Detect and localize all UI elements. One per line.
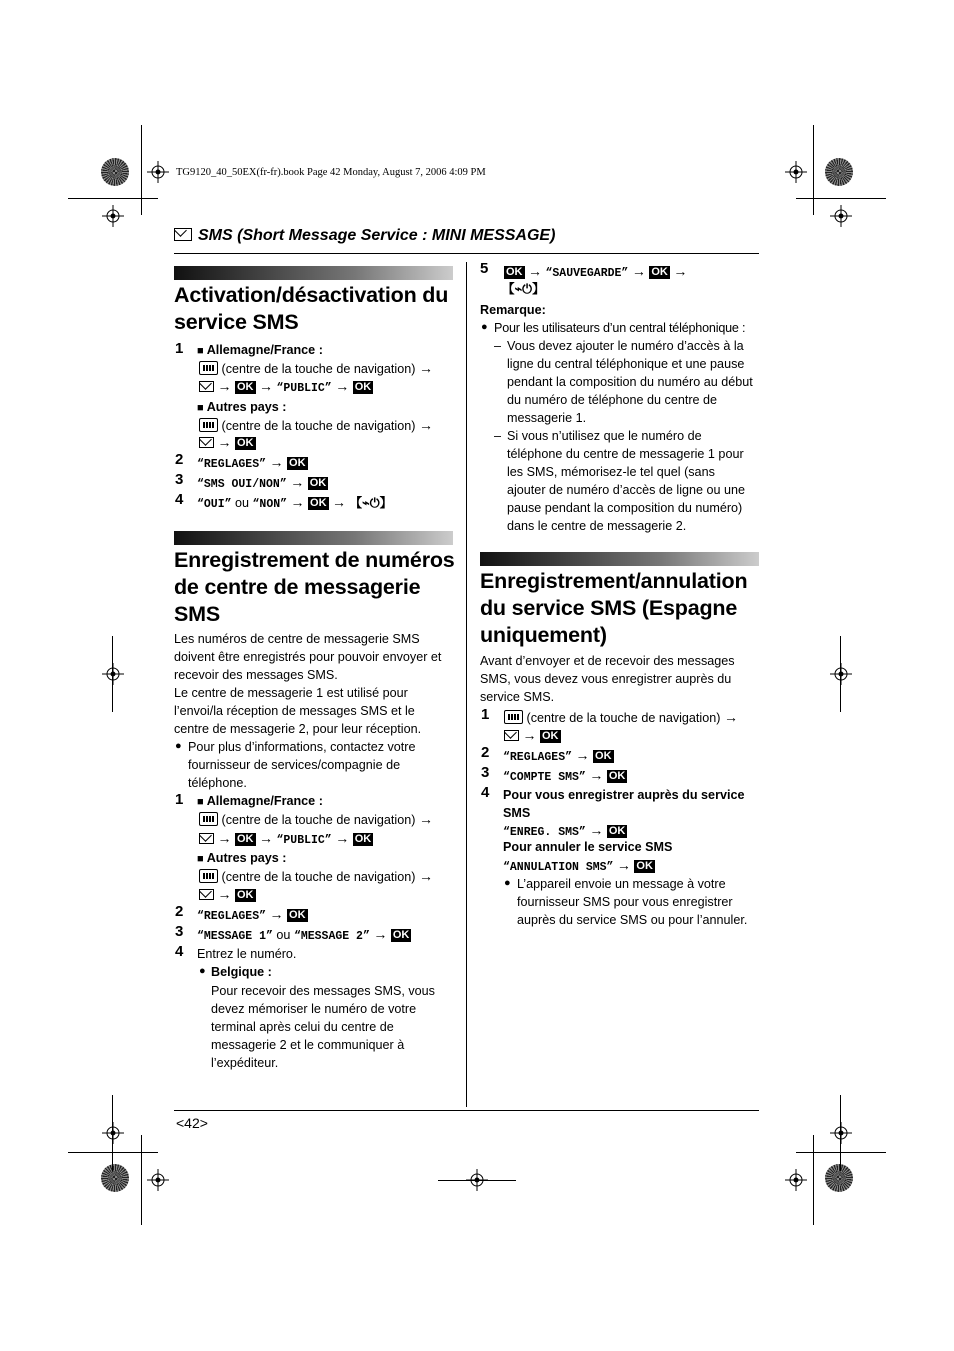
step-number: 3 [175, 923, 184, 940]
ok-key: OK [608, 825, 626, 837]
step-text: OK → “SAUVEGARDE” → OK → [506, 263, 688, 280]
section-bar [480, 552, 759, 566]
step-text: ■ Allemagne/France : [197, 794, 323, 808]
ok-key: OK [608, 770, 626, 782]
registration-rosette-icon [825, 158, 853, 186]
envelope-icon [199, 381, 214, 392]
step-number: 1 [175, 791, 184, 808]
off-key: 【⌁⏻】 [349, 496, 393, 510]
step-text: “OUI” ou “NON” → OK → 【⌁⏻】 [197, 494, 393, 511]
step-text: (centre de la touche de navigation) → [504, 708, 738, 727]
step-text: Pour annuler le service SMS [503, 840, 673, 854]
ok-key: OK [595, 750, 612, 762]
step-text: ■ Autres pays : [197, 400, 287, 414]
ok-key: OK [392, 929, 410, 941]
registration-target-icon [785, 161, 807, 183]
step-text: Pour vous enregistrer auprès du service SMS [503, 788, 745, 820]
ok-key: OK [237, 437, 254, 449]
step-text: → OK → “PUBLIC” → OK [199, 377, 373, 398]
navigation-key-icon [199, 869, 218, 883]
registration-target-icon [785, 1169, 807, 1191]
section-bar [174, 531, 453, 545]
step-number: 1 [175, 340, 184, 357]
section-title-activation: Activation/désactivation du service SMS [174, 283, 449, 334]
column-divider [466, 262, 467, 1107]
registration-target-icon [102, 1122, 124, 1144]
belgium-text: Pour recevoir des messages SMS, vous devez mémoriser le numéro de votre terminal après celui du centre de messagerie 2 et le communiquer à l’expéditeur. [211, 984, 435, 1070]
ok-key: OK [310, 497, 327, 509]
registration-target-icon [102, 663, 124, 685]
ok-key: OK [542, 730, 559, 742]
section-title-spain: Enregistrement/annulation du service SMS (Espagne uniquement) [480, 569, 748, 647]
ok-key: OK [636, 860, 653, 872]
envelope-icon [174, 228, 192, 241]
step-text: → OK [504, 726, 561, 745]
registration-rosette-icon [101, 158, 129, 186]
intro-paragraph: Les numéros de centre de messagerie SMS doivent être enregistrés pour pouvoir envoyer et recevoir des messages SMS. Le centre de messagerie 1 est utilisé pour l’envoi/la réception de messages SMS et le centre de messagerie 2, pour leur réception. [174, 632, 442, 736]
step-text: (centre de la touche de navigation) → [199, 359, 433, 378]
step-text: ■ Allemagne/France : [197, 343, 323, 357]
header-divider [174, 253, 759, 254]
step-text: → OK [199, 885, 256, 904]
page-header [174, 227, 555, 245]
envelope-icon [504, 730, 519, 741]
dash: – [494, 339, 502, 353]
dash: – [494, 429, 502, 443]
navigation-key-icon [199, 418, 218, 432]
off-key: 【⌁⏻】 [502, 282, 545, 296]
step-number: 2 [175, 903, 184, 920]
step-text: “ANNULATION SMS” → OK [503, 857, 653, 874]
step-text: “COMPTE SMS” → OK [503, 767, 626, 784]
step-number: 4 [175, 943, 184, 960]
bullet-text: L’appareil envoie un message à votre fournisseur SMS pour vous enregistrer auprès du service SMS ou pour l’annuler. [517, 877, 748, 927]
registration-rosette-icon [101, 1164, 129, 1192]
step-number: 5 [480, 260, 489, 277]
registration-target-icon [830, 663, 852, 685]
ok-key: OK [289, 457, 306, 469]
step-text: “ENREG. SMS” → OK [503, 822, 626, 839]
step-number: 2 [175, 451, 184, 468]
step-number: 3 [175, 471, 184, 488]
intro-paragraph: Avant d’envoyer et de recevoir des messages SMS, vous devez vous enregistrer auprès du service SMS. [480, 654, 735, 704]
remark-title: Remarque: [480, 303, 546, 317]
registration-target-icon [102, 205, 124, 227]
step-text: ■ Autres pays : [197, 851, 287, 865]
file-info: TG9120_40_50EX(fr-fr).book Page 42 Monday, August 7, 2006 4:09 PM [176, 167, 486, 178]
ok-key: OK [506, 266, 523, 278]
section-title-registration: Enregistrement de numéros de centre de messagerie SMS [174, 548, 455, 626]
step-text: (centre de la touche de navigation) → [199, 810, 433, 829]
remark-dash-text: Si vous n’utilisez que le numéro de téléphone du centre de messagerie 1 pour les SMS, mémorisez-le tel quel (sans ajouter de numéro d’accès de ligne ou une pause pendant la composition du numéro) dans le centre de messagerie 2. [507, 429, 746, 533]
section-bar [174, 266, 453, 280]
step-text: “REGLAGES” → OK [503, 747, 612, 764]
bullet: ● [504, 877, 511, 889]
ok-key: OK [237, 833, 254, 845]
envelope-icon [199, 889, 214, 900]
ok-key: OK [237, 889, 254, 901]
belgium-label: Belgique : [211, 965, 272, 979]
step-number: 3 [481, 764, 490, 781]
step-text: “REGLAGES” → OK [197, 454, 306, 471]
step-text: → OK → “PUBLIC” → OK [199, 829, 373, 850]
step-text: “REGLAGES” → OK [197, 906, 306, 923]
ok-key: OK [354, 833, 372, 845]
step-number: 2 [481, 744, 490, 761]
registration-target-icon [147, 161, 169, 183]
step-text: Entrez le numéro. [197, 947, 297, 961]
envelope-icon [199, 833, 214, 844]
step-text: “MESSAGE 1” ou “MESSAGE 2” → OK [197, 926, 410, 943]
bullet-text: Pour plus d’informations, contactez votre fournisseur de services/compagnie de téléphone. [188, 740, 416, 790]
navigation-key-icon [504, 710, 523, 724]
navigation-key-icon [199, 361, 218, 375]
ok-key: OK [651, 266, 668, 278]
ok-key: OK [354, 381, 372, 393]
navigation-key-icon [199, 812, 218, 826]
registration-rosette-icon [825, 1164, 853, 1192]
page-header-title: SMS (Short Message Service : MINI MESSAGE) [198, 227, 556, 244]
ok-key: OK [309, 477, 327, 489]
step-text: → OK [199, 433, 256, 452]
registration-target-icon [147, 1169, 169, 1191]
step-text: (centre de la touche de navigation) → [199, 867, 433, 886]
bullet: ● [481, 321, 488, 333]
registration-target-icon [830, 1122, 852, 1144]
step-number: 4 [481, 784, 490, 801]
step-number: 1 [481, 706, 490, 723]
page-number: <42> [176, 1115, 208, 1131]
ok-key: OK [289, 909, 306, 921]
step-text: “SMS OUI/NON” → OK [197, 474, 327, 491]
step-number: 4 [175, 491, 184, 508]
registration-target-icon [830, 205, 852, 227]
step-text: (centre de la touche de navigation) → [199, 416, 433, 435]
bullet: ● [175, 740, 182, 752]
footer-divider [174, 1110, 759, 1111]
envelope-icon [199, 437, 214, 448]
remark-dash-text: Vous devez ajouter le numéro d’accès à la ligne du central téléphonique et une pause pendant la composition du numéro au début du numéro de téléphone du centre de messagerie 1. [507, 339, 753, 425]
ok-key: OK [237, 381, 254, 393]
bullet: ● [199, 965, 206, 977]
remark-bullet: Pour les utilisateurs d’un central téléphonique : [494, 321, 746, 335]
